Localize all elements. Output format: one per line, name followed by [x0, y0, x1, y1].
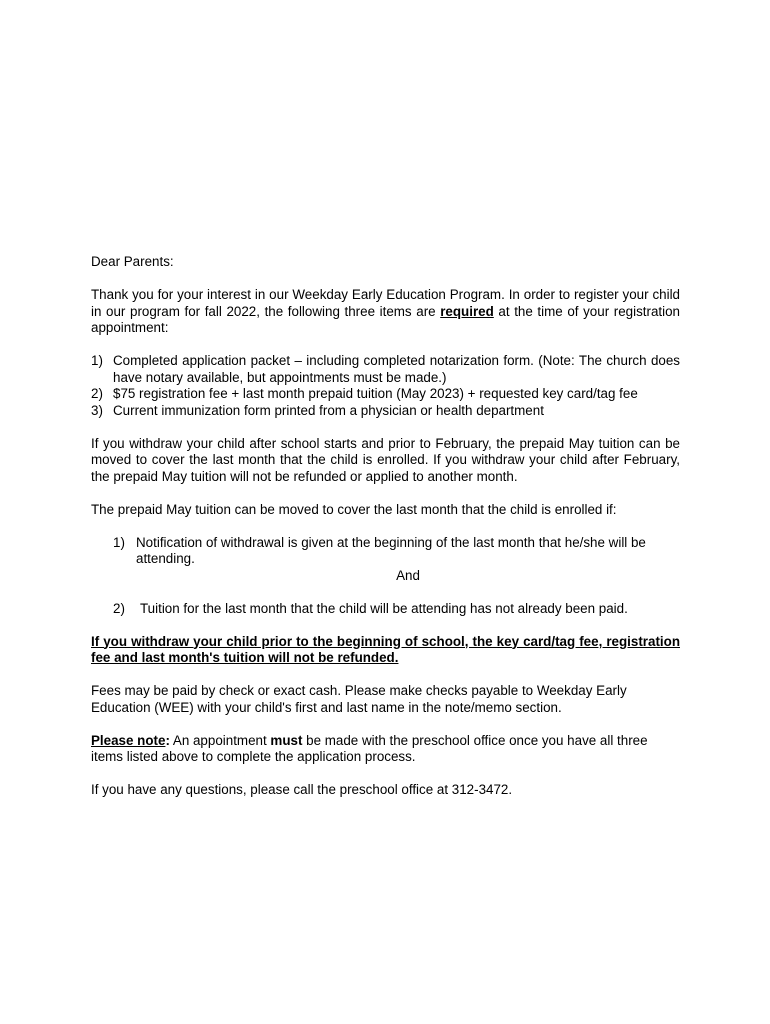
requirement-number: 2)	[91, 386, 103, 401]
condition-number: 2)	[113, 600, 125, 616]
requirement-item	[91, 386, 680, 403]
requirement-number: 3)	[91, 402, 103, 418]
fees-paragraph: Fees may be paid by check or exact cash. Please make checks payable to Weekday Early Education (WEE) with your child's first and last name in the note/memo section.	[91, 683, 627, 715]
condition-item	[91, 535, 680, 568]
and-connector: And	[396, 567, 420, 583]
note-label: Please note	[91, 732, 166, 748]
contact-paragraph: If you have any questions, please call the preschool office at 312-3472.	[91, 782, 513, 797]
must-emphasis: must	[270, 732, 303, 748]
intro-paragraph	[91, 287, 680, 337]
letter-body	[91, 254, 680, 815]
required-emphasis: required	[440, 303, 494, 319]
conditions-list	[91, 535, 680, 618]
requirement-text: Current immunization form printed from a physician or health department	[113, 402, 544, 418]
note-text-end: be made with the preschool office once you have all three items listed above to complete the application process.	[91, 732, 648, 764]
requirement-item	[91, 353, 680, 386]
requirements-list	[91, 353, 680, 419]
condition-number: 1)	[113, 534, 125, 550]
conditions-intro: The prepaid May tuition can be moved to cover the last month that the child is enrolled if:	[91, 501, 617, 517]
withdraw-policy-paragraph: If you withdraw your child after school starts and prior to February, the prepaid May tuition can be moved to cover the last month that the child is enrolled. If you withdraw your child after February, the prepaid May tuition will not be refunded or applied to another month.	[91, 435, 680, 484]
note-text-start: An appointment	[169, 732, 271, 748]
note-colon: :	[165, 732, 170, 748]
condition-text: Tuition for the last month that the child will be attending has not already been paid.	[140, 600, 628, 616]
condition-text: Notification of withdrawal is given at the beginning of the last month that he/she will be attending.	[136, 534, 646, 566]
condition-item	[91, 601, 680, 618]
requirement-number: 1)	[91, 353, 103, 368]
intro-text-start: Thank you for your interest in our Weekday Early Education Program. In order to register your child in our program for fall 2022, the following three items are	[91, 287, 680, 319]
salutation: Dear Parents:	[91, 254, 174, 269]
note-paragraph	[91, 733, 680, 766]
requirement-text: Completed application packet – including completed notarization form. (Note: The church does have notary available, but appointments must be made.)	[113, 353, 680, 385]
requirement-item	[91, 403, 680, 420]
requirement-text: $75 registration fee + last month prepaid tuition (May 2023) + requested key card/tag fee	[113, 386, 638, 401]
refund-warning: If you withdraw your child prior to the beginning of school, the key card/tag fee, registration fee and last month's tuition will not be refunded.	[91, 633, 680, 665]
intro-text-end: at the time of your registration appointment:	[91, 303, 681, 335]
